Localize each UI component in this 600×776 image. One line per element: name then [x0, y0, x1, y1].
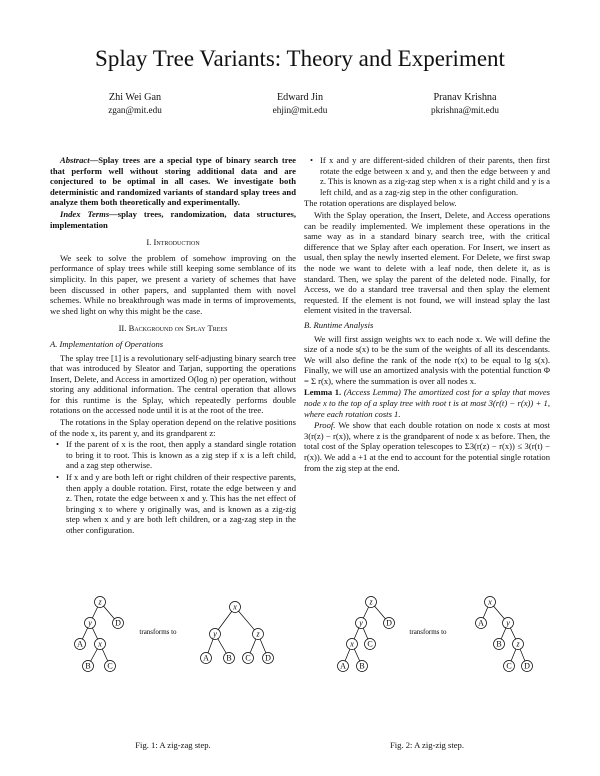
tree-node	[105, 661, 116, 672]
svg-text:z: z	[256, 629, 260, 639]
svg-text:A: A	[203, 653, 209, 663]
index-terms-label: Index Terms	[60, 208, 110, 219]
figure-2-caption: Fig. 2: A zig-zig step.	[390, 740, 464, 750]
abstract	[50, 155, 296, 208]
tree-node	[513, 639, 524, 650]
index-terms-text: —splay trees, randomization, data structures, implementation	[50, 208, 296, 230]
tree-node	[210, 629, 221, 640]
tree-node	[95, 639, 106, 650]
tree-node	[356, 618, 367, 629]
svg-text:D: D	[386, 618, 392, 628]
proof-text: We show that each double rotation on node x costs at most 3(r(z) − r(x)), where z is the grandparent of node x as before. Then, the total cost of the Splay operation telescopes to Σ3(r(z) − r(x)) ≤ 3(r(t) − r(x)). We add a +1 at the end to account for the potential single rotation from the zig step at the end.	[304, 420, 550, 473]
author-email: ehjin@mit.edu	[272, 105, 328, 115]
svg-text:B: B	[496, 639, 502, 649]
svg-text:B: B	[85, 661, 91, 671]
svg-text:C: C	[107, 661, 113, 671]
svg-text:A: A	[340, 661, 346, 671]
tree-node	[263, 653, 274, 664]
svg-text:C: C	[367, 639, 373, 649]
author-name: Edward Jin	[276, 92, 324, 103]
rotation-figures	[0, 585, 600, 735]
svg-text:D: D	[265, 653, 271, 663]
transforms-label: transforms to	[409, 628, 447, 636]
svg-text:y: y	[88, 618, 92, 628]
section-heading-introduction: I. Introduction	[146, 237, 200, 248]
tree-node	[503, 618, 514, 629]
right-column	[304, 155, 550, 474]
tree-node	[476, 618, 487, 629]
author-email: zgan@mit.edu	[108, 105, 162, 115]
author-2	[225, 91, 375, 117]
svg-text:x: x	[350, 639, 354, 649]
fig1-after-tree	[201, 602, 274, 664]
lemma-body: (Access Lemma) The amortized cost for a splay that moves node x to the top of a splay tree with root t is at most 3(r(t) − r(x)) + 1, where each rotation costs 1.	[304, 387, 550, 419]
svg-text:z: z	[98, 597, 102, 607]
transforms-label: transforms to	[139, 628, 177, 636]
svg-text:x: x	[488, 597, 492, 607]
fig1-before-tree	[75, 597, 124, 672]
tree-node	[201, 653, 212, 664]
subsection-heading-implementation: A. Implementation of Operations	[50, 338, 164, 349]
svg-text:x: x	[233, 602, 237, 612]
svg-text:z: z	[369, 597, 373, 607]
tree-node	[113, 618, 124, 629]
figure-1-caption: Fig. 1: A zig-zag step.	[135, 740, 211, 750]
tree-node	[357, 661, 368, 672]
svg-text:D: D	[115, 618, 121, 628]
rotation-case-list-continued	[304, 155, 550, 197]
intro-paragraph: We seek to solve the problem of somehow improving on the performance of splay trees while still keeping some semblance of its simplicity. In this paper, we present a variety of schemes that have been discussed in other papers, and supplanted them with novel schemes. While no breakthrough was made in terms of improvements, we shed light on why this might be the case.	[50, 252, 296, 316]
implementation-paragraph: The splay tree [1] is a revolutionary self-adjusting binary search tree that was introduced by Sleator and Tarjan, supporting the operations Insert, Delete, and Access in amortized O(log n) per operation, without storing any additional information. The central operation that allows for this runtime is the Splay, which repeatedly performs double rotations on the accessed node until it is at the root of the tree.	[50, 352, 296, 416]
section-heading-background: II. Background on Splay Trees	[118, 323, 228, 334]
operations-paragraph: With the Splay operation, the Insert, Delete, and Access operations can be readily implemented. We implement these operations in the same way as in a standard binary search tree, with the critical difference that we Splay after each operation. For Insert, we insert as usual, then splay the newly inserted element. For Delete, we first swap the node we want to delete with a leaf node, then delete it, as is standard. Then, we splay the parent of the deleted node. Finally, for Access, we do a standard tree traversal and then splay the element requested. If the element is not found, we will instead splay the last element visited in the traversal.	[304, 209, 550, 316]
tree-node	[338, 661, 349, 672]
svg-text:B: B	[226, 653, 232, 663]
tree-node	[365, 639, 376, 650]
author-name: Zhi Wei Gan	[108, 92, 162, 103]
left-column	[50, 155, 296, 537]
subsection-heading-runtime: B. Runtime Analysis	[304, 319, 374, 330]
svg-text:D: D	[524, 661, 530, 671]
rotation-case-list	[50, 439, 296, 535]
tree-node	[224, 653, 235, 664]
proof	[304, 420, 550, 473]
list-item: • If x and y are different-sided children of their parents, then first rotate the edge between x and y, and then the edge between y and z. This is known as a zig-zag step when x is a right child and y is a left child, and as a zag-zig step in the other configuration.	[320, 155, 550, 197]
svg-text:C: C	[245, 653, 251, 663]
tree-node	[243, 653, 254, 664]
svg-text:B: B	[359, 661, 365, 671]
author-email: pkrishna@mit.edu	[431, 105, 499, 115]
svg-text:z: z	[516, 639, 520, 649]
author-block	[60, 91, 540, 117]
tree-node	[95, 597, 106, 608]
tree-node	[522, 661, 533, 672]
tree-node	[485, 597, 496, 608]
svg-text:y: y	[506, 618, 510, 628]
index-terms	[50, 209, 296, 230]
svg-text:y: y	[359, 618, 363, 628]
tree-node	[347, 639, 358, 650]
list-item: • If x and y are both left or right children of their respective parents, then apply a double rotation. First, rotate the edge between y and z. Then, rotate the edge between x and y. This has the net effect of bringing x to where y originally was, and is known as a zig-zig step when x and y are both left children, or a zag-zag step in the other configuration.	[66, 472, 296, 536]
svg-text:A: A	[77, 639, 83, 649]
author-3	[390, 91, 540, 117]
list-item: • If the parent of x is the root, then apply a standard single rotation to bring it to root. This is known as a zig step if x is a left child, and a zag step otherwise.	[66, 439, 296, 471]
tree-node	[494, 639, 505, 650]
svg-text:x: x	[98, 639, 102, 649]
fig2-after-tree	[476, 597, 533, 672]
tree-node	[75, 639, 86, 650]
rotations-intro-paragraph: The rotations in the Splay operation depend on the relative positions of the node x, its parent y, and its grandparent z:	[50, 417, 296, 438]
proof-label: Proof.	[314, 420, 336, 431]
lemma-heading: Lemma 1.	[304, 387, 342, 398]
abstract-text: —Splay trees are a special type of binary search tree that perform well without storing additional data and are conjectured to be optimal in all cases. We investigate both deterministic and randomized variants of standard splay trees and analyze them both theoretically and experimentally.	[50, 155, 296, 208]
paper-title: Splay Tree Variants: Theory and Experiment	[95, 46, 505, 71]
tree-node	[366, 597, 377, 608]
tree-node	[253, 629, 264, 640]
abstract-label: Abstract	[60, 155, 90, 165]
tree-node	[83, 661, 94, 672]
tree-node	[85, 618, 96, 629]
tree-node	[504, 661, 515, 672]
svg-text:y: y	[213, 629, 217, 639]
svg-text:A: A	[478, 618, 484, 628]
lemma-1	[304, 387, 550, 419]
runtime-paragraph: We will first assign weights wx to each node x. We will define the size of a node s(x) to be the sum of the weights of all its descendants. We will also define the rank of the node r(x) to be equal to lg s(x). Finally, we will use an amortized analysis with the potential function Φ = Σ r(x), where the summation is over all nodes x.	[304, 333, 550, 386]
tree-node	[230, 602, 241, 613]
author-name: Pranav Krishna	[433, 92, 497, 103]
svg-text:C: C	[506, 661, 512, 671]
author-1	[60, 91, 210, 117]
rotations-displayed-text: The rotation operations are displayed below.	[304, 198, 457, 209]
tree-node	[384, 618, 395, 629]
